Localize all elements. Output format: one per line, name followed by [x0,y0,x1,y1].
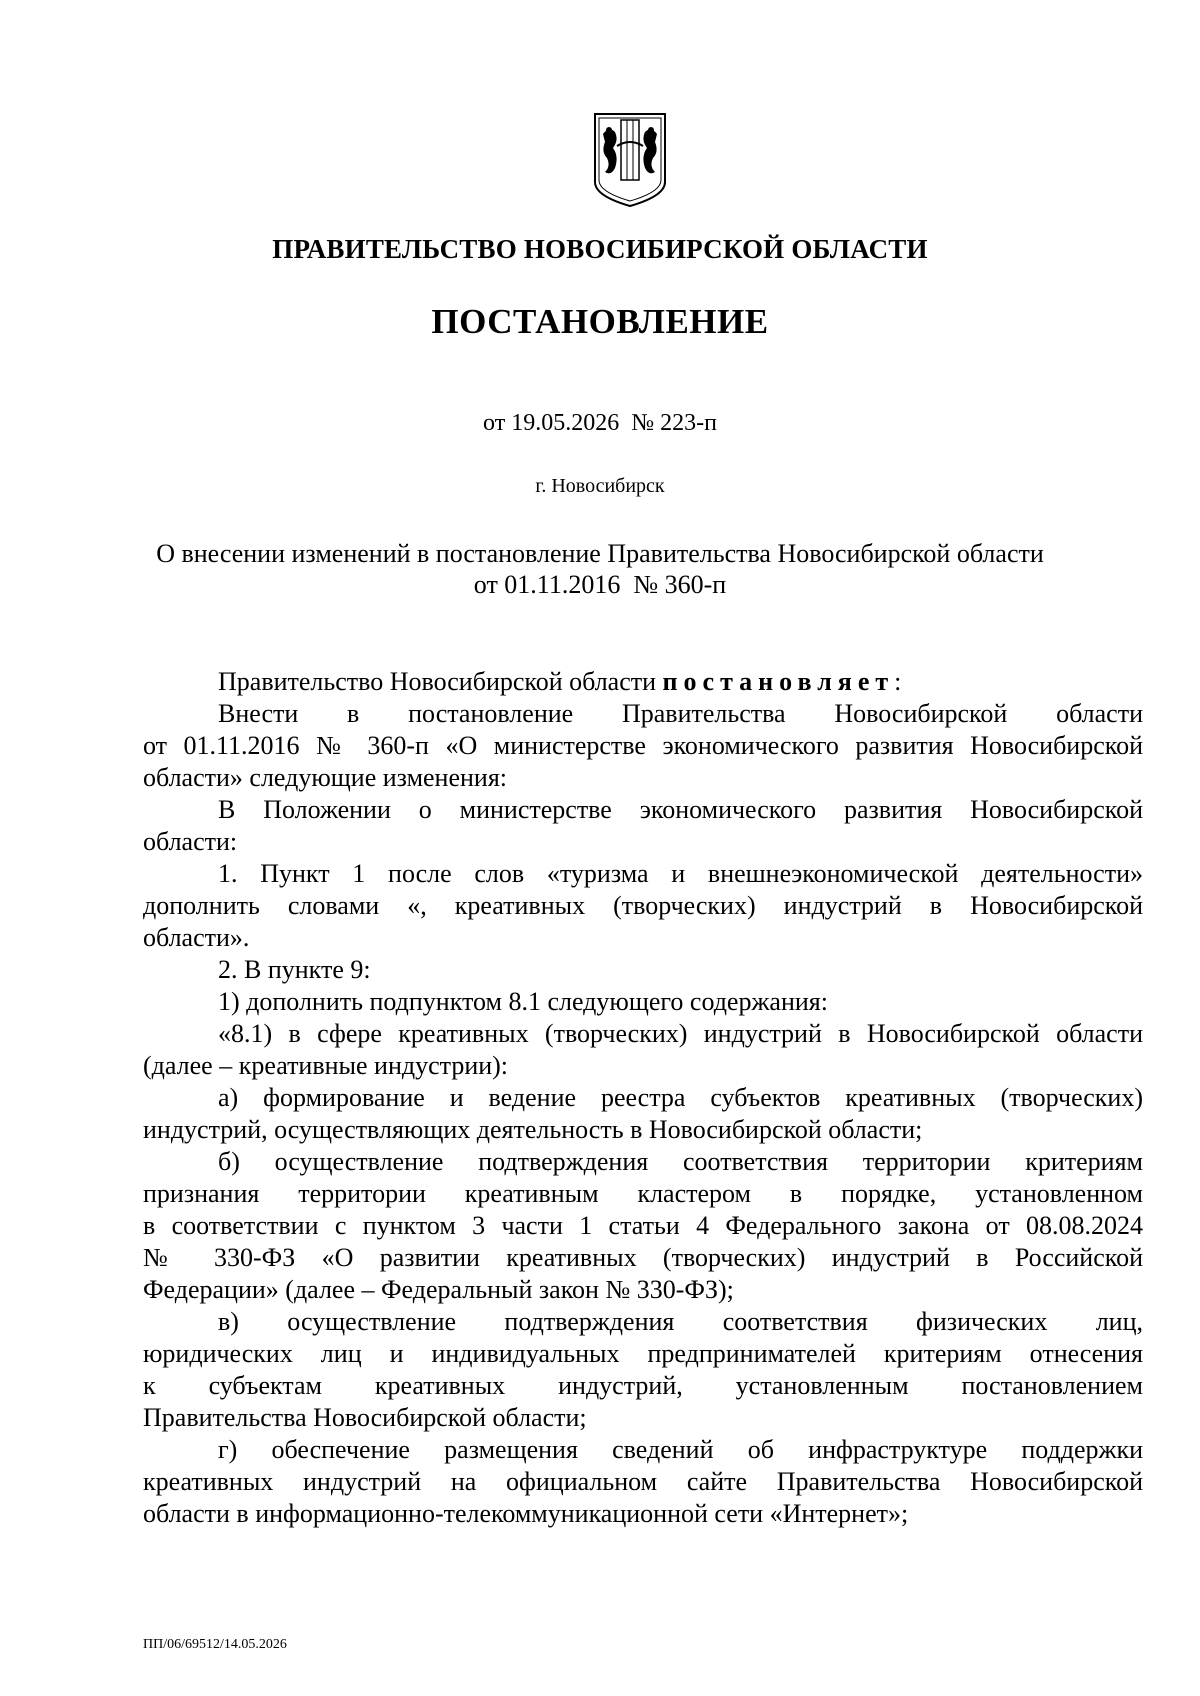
paragraph [143,1018,1143,1082]
government-name: ПРАВИТЕЛЬСТВО НОВОСИБИРСКОЙ ОБЛАСТИ [272,234,928,264]
paragraph-line: области». [143,923,250,952]
paragraph-line: дополнить словами «, креативных (творческих) индустрий в Новосибирской [143,891,1143,920]
paragraph-line: юридических лиц и индивидуальных предпринимателей критериям отнесения [143,1339,1143,1368]
document-date-number: от 19.05.2026 № 223-п [483,410,717,436]
paragraph-line: б) осуществление подтверждения соответствия территории критериям [218,1147,1143,1176]
paragraph-line: № 330-ФЗ «О развитии креативных (творческих) индустрий в Российской [143,1243,1143,1272]
paragraph-line: в соответствии с пунктом 3 части 1 статьи 4 Федерального закона от 08.08.2024 [143,1211,1143,1240]
coat-of-arms-icon [591,112,669,208]
paragraph-line: индустрий, осуществляющих деятельность в Новосибирской области; [143,1115,923,1144]
paragraph [143,986,1143,1018]
paragraph-line: г) обеспечение размещения сведений об инфраструктуре поддержки [218,1435,1143,1464]
paragraph [143,794,1143,858]
paragraph [143,858,1143,954]
paragraph-line: 1. Пункт 1 после слов «туризма и внешнеэкономической деятельности» [218,859,1143,888]
paragraph [143,698,1143,794]
paragraph-line: «8.1) в сфере креативных (творческих) индустрий в Новосибирской области [218,1019,1143,1048]
paragraph-line: к субъектам креативных индустрий, установленным постановлением [143,1371,1143,1400]
paragraph [143,954,1143,986]
paragraph [143,1082,1143,1146]
preamble [143,666,1143,698]
document-subject [0,538,1200,600]
paragraph-line: (далее – креативные индустрии): [143,1051,509,1080]
paragraph-line: в) осуществление подтверждения соответствия физических лиц, [218,1307,1143,1336]
paragraph-line: 1) дополнить подпунктом 8.1 следующего содержания: [218,987,828,1016]
paragraph-line: Правительства Новосибирской области; [143,1403,587,1432]
paragraph-line: Внести в постановление Правительства Новосибирской области [218,699,1143,728]
paragraph-line: Федерации» (далее – Федеральный закон № 330-ФЗ); [143,1275,734,1304]
document-type: ПОСТАНОВЛЕНИЕ [431,302,769,341]
paragraph-line: В Положении о министерстве экономического развития Новосибирской [218,795,1143,824]
paragraph-line: креативных индустрий на официальном сайте Правительства Новосибирской [143,1467,1143,1496]
document-code: ПП/06/69512/14.05.2026 [143,1637,287,1652]
preamble-lead: Правительство Новосибирской области [218,667,663,696]
subject-line-2: от 01.11.2016 № 360-п [473,570,727,599]
paragraph [143,1306,1143,1434]
subject-line-1: О внесении изменений в постановление Правительства Новосибирской области [156,539,1044,568]
preamble-tail: : [894,667,902,696]
paragraph-line: области в информационно-телекоммуникационной сети «Интернет»; [143,1499,909,1528]
paragraph-line: признания территории креативным кластером в порядке, установленном [143,1179,1143,1208]
document-city: г. Новосибирск [535,475,665,497]
paragraph-line: 2. В пункте 9: [218,955,371,984]
paragraph-line: а) формирование и ведение реестра субъектов креативных (творческих) [218,1083,1143,1112]
paragraph [143,1146,1143,1306]
paragraph-line: области: [143,827,238,856]
paragraph-line: области» следующие изменения: [143,763,508,792]
paragraph [143,1434,1143,1530]
document-body [143,666,1143,1530]
paragraph-line: от 01.11.2016 № 360-п «О министерстве экономического развития Новосибирской [143,731,1143,760]
paragraph-list [143,698,1143,1530]
preamble-action: постановляет [662,667,895,696]
